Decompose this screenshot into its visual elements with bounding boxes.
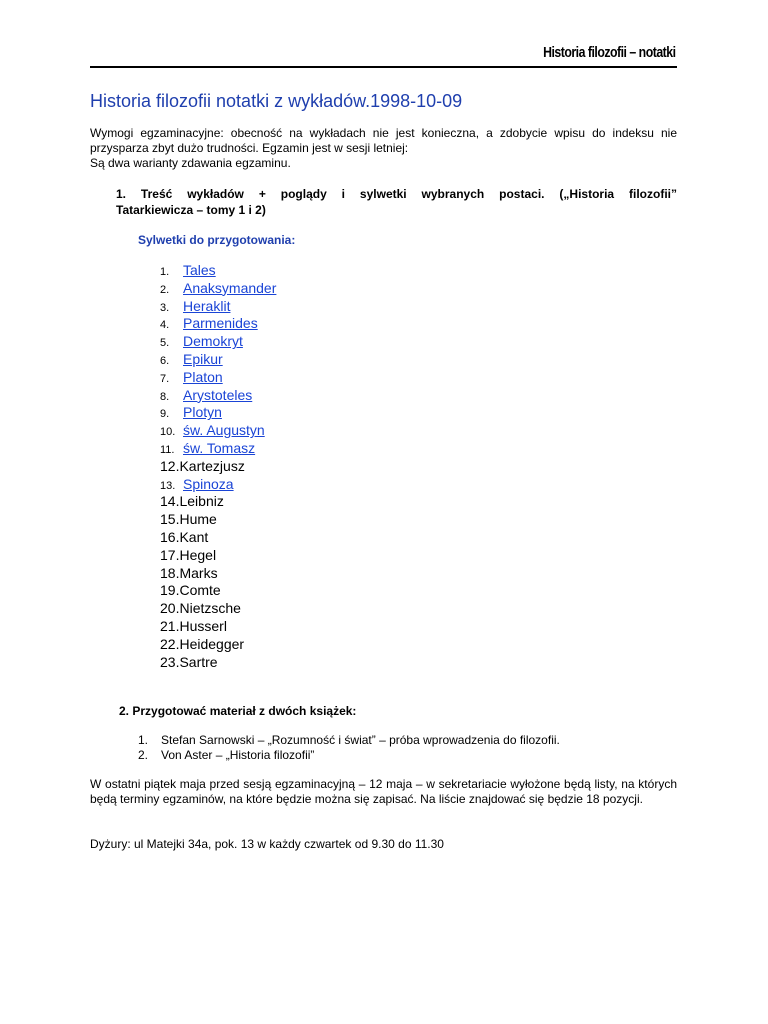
figure-name: Heidegger xyxy=(179,635,245,652)
figure-name: Kartezjusz xyxy=(179,457,245,474)
figure-number: 19. xyxy=(160,582,180,599)
figure-number: 14. xyxy=(160,493,180,510)
figure-number: 3. xyxy=(160,301,170,314)
figures-heading: Sylwetki do przygotowania: xyxy=(138,233,296,247)
figure-number: 9. xyxy=(160,408,170,421)
figure-list-item xyxy=(160,547,276,565)
figure-number: 5. xyxy=(160,337,170,350)
figure-list-item xyxy=(160,493,276,511)
figure-name: Marks xyxy=(179,564,218,581)
figure-list-item xyxy=(160,654,276,672)
figure-list-item xyxy=(160,369,276,387)
figure-list-item xyxy=(160,582,276,600)
figure-number: 17. xyxy=(160,546,180,563)
figure-number: 12. xyxy=(160,457,180,474)
figure-name: Husserl xyxy=(179,617,227,634)
figure-list-item xyxy=(160,618,276,636)
figure-name: Hume xyxy=(179,511,217,528)
books-list xyxy=(138,733,560,763)
closing-paragraph: W ostatni piątek maja przed sesją egzaminacyjną – 12 maja – w sekretariacie wyłożone będą listy, na których będą terminy egzaminów, na które będzie można się zapisać. Na liście znajdować się będzie 18 pozycji. xyxy=(90,777,677,806)
intro-exam-variants: Są dwa warianty zdawania egzaminu. xyxy=(90,156,291,170)
figure-name: Leibniz xyxy=(179,493,224,510)
section-1-line-2: Tatarkiewicza – tomy 1 i 2) xyxy=(116,203,266,217)
figure-number: 15. xyxy=(160,511,180,528)
figure-link[interactable]: Spinoza xyxy=(183,475,234,492)
figure-link[interactable]: św. Tomasz xyxy=(183,439,256,456)
figure-number: 2. xyxy=(160,283,170,296)
figure-number: 1. xyxy=(160,266,170,278)
figure-number: 10. xyxy=(160,426,176,439)
running-header: Historia filozofii – notatki xyxy=(543,44,676,61)
figure-name: Comte xyxy=(179,582,221,599)
figure-link[interactable]: Anaksymander xyxy=(183,279,277,296)
figure-number: 13. xyxy=(160,479,176,492)
figure-name: Nietzsche xyxy=(179,600,241,617)
figure-list-item xyxy=(160,262,276,280)
duty-hours: Dyżury: ul Matejki 34a, pok. 13 w każdy czwartek od 9.30 do 11.30 xyxy=(90,837,444,851)
figure-list-item xyxy=(160,404,276,422)
figure-list-item xyxy=(160,440,276,458)
book-list-item xyxy=(138,733,560,748)
figure-number: 23. xyxy=(160,653,180,670)
figure-number: 18. xyxy=(160,564,180,581)
figure-list-item xyxy=(160,565,276,583)
figure-list-item xyxy=(160,298,276,316)
figure-link[interactable]: Arystoteles xyxy=(183,386,253,403)
figure-name: Hegel xyxy=(179,546,217,563)
figure-link[interactable]: Plotyn xyxy=(183,404,222,421)
figure-list-item xyxy=(160,600,276,618)
figure-number: 21. xyxy=(160,617,180,634)
figure-list-item xyxy=(160,529,276,547)
figure-list-item xyxy=(160,333,276,351)
figure-list-item xyxy=(160,351,276,369)
figure-number: 11. xyxy=(160,443,175,456)
figure-number: 22. xyxy=(160,635,180,652)
figure-list-item xyxy=(160,511,276,529)
figure-link[interactable]: Epikur xyxy=(183,350,223,367)
header-rule xyxy=(90,66,677,68)
figure-link[interactable]: Platon xyxy=(183,368,223,385)
figure-link[interactable]: Heraklit xyxy=(183,297,231,314)
figure-name: Sartre xyxy=(179,653,218,670)
figure-number: 7. xyxy=(160,372,170,385)
figure-list-item xyxy=(160,458,276,476)
figure-number: 16. xyxy=(160,528,180,545)
document-title: Historia filozofii notatki z wykładów.1998-10-09 xyxy=(90,91,463,111)
section-1-line-1: 1. Treść wykładów + poglądy i sylwetki wybranych postaci. („Historia filozofii” xyxy=(116,187,677,201)
figure-list-item xyxy=(160,280,276,298)
book-number: 1. xyxy=(138,733,149,747)
figure-link[interactable]: Demokryt xyxy=(183,333,243,350)
figure-number: 20. xyxy=(160,600,180,617)
figure-link[interactable]: Parmenides xyxy=(183,315,258,332)
figure-number: 8. xyxy=(160,390,170,403)
book-number: 2. xyxy=(138,748,149,762)
section-1-heading xyxy=(116,186,677,218)
figure-list-item xyxy=(160,315,276,333)
figure-number: 6. xyxy=(160,354,170,367)
figures-list xyxy=(160,262,276,671)
intro-exam-requirements: Wymogi egzaminacyjne: obecność na wykładach nie jest konieczna, a zdobycie wpisu do indeksu nie przysparza zbyt dużo trudności. Egzamin jest w sesji letniej: xyxy=(90,126,677,155)
figure-list-item xyxy=(160,387,276,405)
figure-list-item xyxy=(160,636,276,654)
figure-name: Kant xyxy=(179,528,209,545)
figure-list-item xyxy=(160,476,276,494)
book-list-item xyxy=(138,748,560,763)
figure-number: 4. xyxy=(160,319,170,332)
figure-link[interactable]: św. Augustyn xyxy=(183,422,265,439)
book-title: Von Aster – „Historia filozofii” xyxy=(161,748,315,762)
figure-link[interactable]: Tales xyxy=(183,262,216,278)
book-title: Stefan Sarnowski – „Rozumność i świat” – próba wprowadzenia do filozofii. xyxy=(161,733,560,747)
intro-paragraph xyxy=(90,126,677,171)
figure-list-item xyxy=(160,422,276,440)
section-2-heading: 2. Przygotować materiał z dwóch książek: xyxy=(119,704,357,718)
